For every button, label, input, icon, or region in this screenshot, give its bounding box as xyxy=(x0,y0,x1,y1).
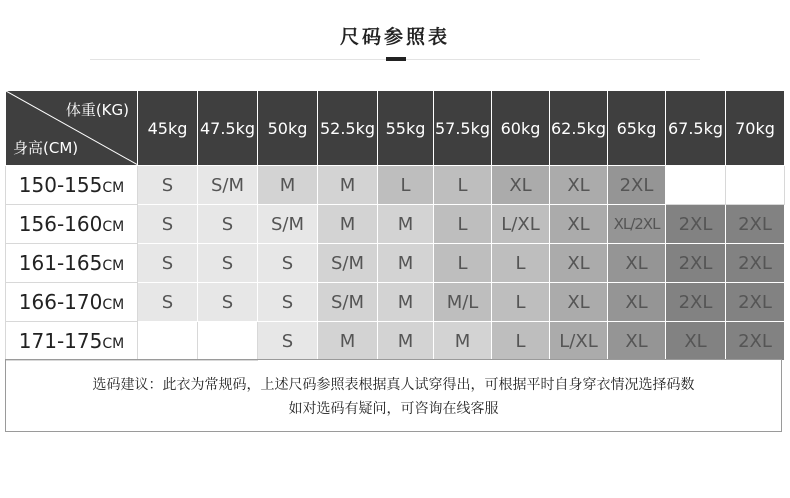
size-cell: L xyxy=(434,244,492,283)
size-cell: M xyxy=(378,322,434,361)
size-cell: XL xyxy=(550,283,608,322)
size-cell: M xyxy=(318,166,378,205)
size-cell: L xyxy=(434,205,492,244)
weight-header: 67.5kg xyxy=(666,91,726,166)
height-range-value: 150-155 xyxy=(18,173,103,197)
height-unit: CM xyxy=(102,336,125,352)
height-range-value: 161-165 xyxy=(18,251,103,275)
size-cell xyxy=(666,166,726,205)
size-cell: L xyxy=(434,166,492,205)
size-cell: 2XL xyxy=(666,283,726,322)
size-cell: XL xyxy=(550,166,608,205)
size-cell xyxy=(198,322,258,361)
weight-axis-label: 体重(KG) xyxy=(65,101,129,119)
size-cell: S/M xyxy=(258,205,318,244)
size-cell: S/M xyxy=(318,283,378,322)
note-line-2: 如对选码有疑问，可咨询在线客服 xyxy=(288,401,499,417)
size-cell: XL xyxy=(608,283,666,322)
size-cell: L xyxy=(492,322,550,361)
weight-header: 70kg xyxy=(726,91,785,166)
size-cell: M/L xyxy=(434,283,492,322)
height-range-label xyxy=(6,283,138,322)
size-cell xyxy=(726,166,785,205)
weight-header: 47.5kg xyxy=(198,91,258,166)
height-range-label xyxy=(6,166,138,205)
weight-header: 50kg xyxy=(258,91,318,166)
size-cell: S xyxy=(138,166,198,205)
height-unit: CM xyxy=(102,219,125,235)
height-unit: CM xyxy=(102,297,125,313)
size-cell: 2XL xyxy=(726,322,785,361)
table-row xyxy=(6,322,785,361)
height-range-label xyxy=(6,205,138,244)
size-cell: M xyxy=(378,205,434,244)
weight-header: 55kg xyxy=(378,91,434,166)
size-cell: M xyxy=(378,283,434,322)
size-cell: S xyxy=(138,244,198,283)
height-range-value: 171-175 xyxy=(18,329,103,353)
size-cell: S xyxy=(198,244,258,283)
size-cell: S xyxy=(258,244,318,283)
size-cell: 2XL xyxy=(666,205,726,244)
size-cell: S/M xyxy=(318,244,378,283)
size-cell: M xyxy=(258,166,318,205)
size-cell: XL xyxy=(608,244,666,283)
page-title: 尺码参照表 xyxy=(339,26,450,48)
size-cell: M xyxy=(434,322,492,361)
title-accent-bar xyxy=(386,57,406,61)
size-cell: L xyxy=(492,283,550,322)
sizing-advice-note xyxy=(5,359,782,432)
height-range-label xyxy=(6,244,138,283)
table-row xyxy=(6,244,785,283)
size-cell: S xyxy=(138,205,198,244)
weight-header: 57.5kg xyxy=(434,91,492,166)
height-unit: CM xyxy=(102,258,125,274)
size-cell: L/XL xyxy=(550,322,608,361)
height-axis-label: 身高(CM) xyxy=(13,139,79,157)
size-cell: L xyxy=(492,244,550,283)
size-cell: S/M xyxy=(198,166,258,205)
weight-header: 52.5kg xyxy=(318,91,378,166)
size-cell: M xyxy=(318,205,378,244)
height-range-value: 166-170 xyxy=(18,290,103,314)
height-unit: CM xyxy=(102,180,125,196)
size-cell: XL xyxy=(666,322,726,361)
size-cell: S xyxy=(198,205,258,244)
size-cell: S xyxy=(138,283,198,322)
size-cell: 2XL xyxy=(726,244,785,283)
size-cell: XL xyxy=(608,322,666,361)
height-range-label xyxy=(6,322,138,361)
size-cell: L xyxy=(378,166,434,205)
corner-header xyxy=(6,91,138,166)
table-row xyxy=(6,205,785,244)
size-cell: S xyxy=(258,322,318,361)
size-cell: XL xyxy=(550,205,608,244)
size-cell: XL xyxy=(550,244,608,283)
size-cell: L/XL xyxy=(492,205,550,244)
size-cell: S xyxy=(258,283,318,322)
size-cell: 2XL xyxy=(726,283,785,322)
height-range-value: 156-160 xyxy=(18,212,103,236)
size-cell: M xyxy=(318,322,378,361)
table-row xyxy=(6,166,785,205)
size-cell: 2XL xyxy=(666,244,726,283)
size-cell: XL xyxy=(492,166,550,205)
size-cell: 2XL xyxy=(726,205,785,244)
size-cell: S xyxy=(198,283,258,322)
weight-header: 62.5kg xyxy=(550,91,608,166)
note-line-1: 选码建议：此衣为常规码，上述尺码参照表根据真人试穿得出，可根据平时自身穿衣情况选择码数 xyxy=(92,377,695,393)
header-row xyxy=(6,91,785,166)
size-cell xyxy=(138,322,198,361)
size-cell: M xyxy=(378,244,434,283)
weight-header: 65kg xyxy=(608,91,666,166)
size-cell: 2XL xyxy=(608,166,666,205)
weight-header: 60kg xyxy=(492,91,550,166)
weight-header: 45kg xyxy=(138,91,198,166)
table-row xyxy=(6,283,785,322)
size-chart-table xyxy=(5,90,785,361)
size-cell: XL/2XL xyxy=(608,205,666,244)
